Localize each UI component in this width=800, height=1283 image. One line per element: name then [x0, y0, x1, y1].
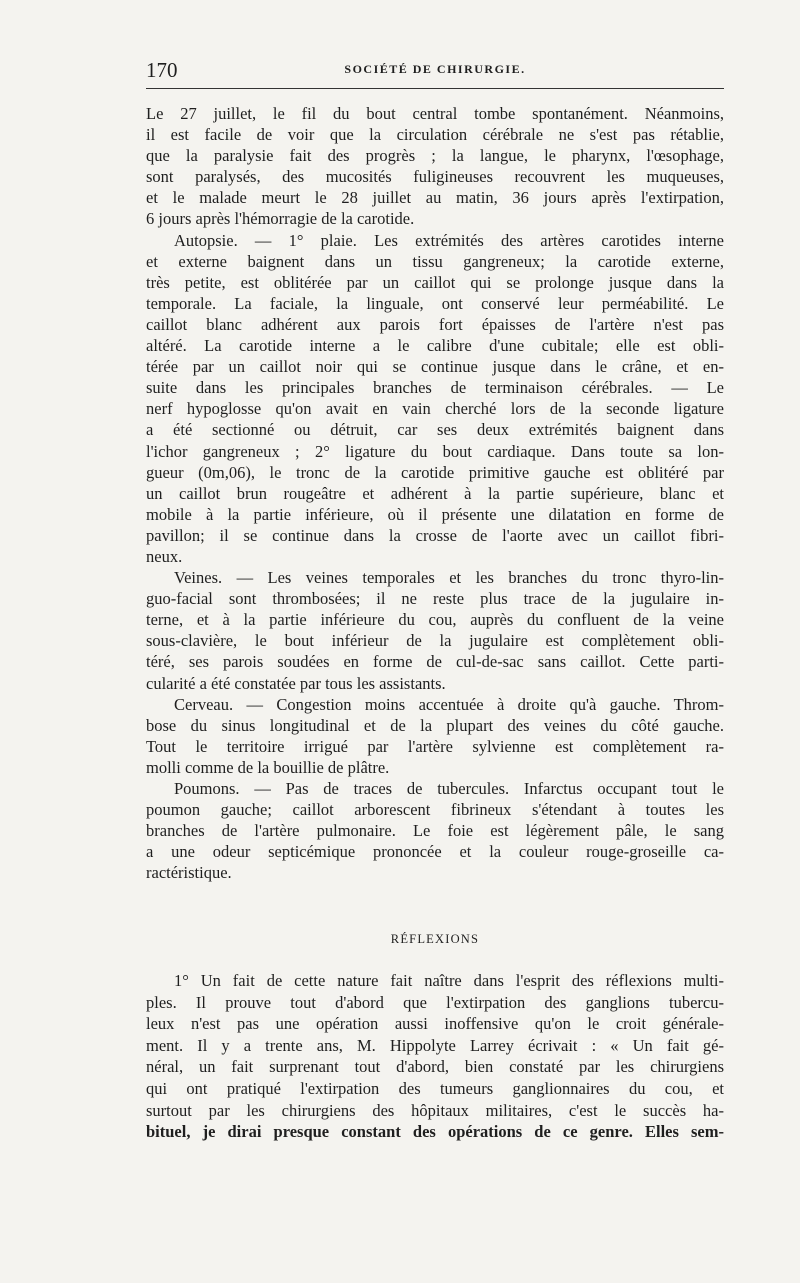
text-line: neux. [146, 546, 183, 566]
text-line: sous-clavière, le bout inférieur de la jugulaire est complètement obli- [146, 631, 724, 651]
text-line: ractéristique. [146, 863, 232, 883]
text-line: cularité a été constatée par tous les assistants. [146, 673, 446, 693]
text-line: l'ichor gangreneux ; 2° ligature du bout cardiaque. Dans toute sa lon- [146, 441, 724, 461]
text-line: qui ont pratiqué l'extirpation des tumeurs ganglionnaires du cou, et [146, 1078, 724, 1098]
paragraph-autopsie: Autopsie. — 1° plaie. Les extrémités des artères carotides interne [174, 230, 724, 250]
text-line: suite dans les principales branches de terminaison cérébrales. — Le [146, 378, 724, 398]
text-line: un caillot brun rougeâtre et adhérent à la partie supérieure, blanc et [146, 483, 724, 503]
text-line: ment. Il y a trente ans, M. Hippolyte Larrey écrivait : « Un fait gé- [146, 1035, 724, 1055]
text-line: il est facile de voir que la circulation cérébrale ne s'est pas rétablie, [146, 125, 724, 145]
text-line: téré, ses parois soudées en forme de cul-de-sac sans caillot. Cette parti- [146, 652, 724, 672]
text-line: poumon gauche; caillot arborescent fibrineux s'étendant à toutes les [146, 800, 724, 820]
page-number: 170 [146, 58, 178, 82]
text-line: gueur (0m,06), le tronc de la carotide primitive gauche est oblitéré par [146, 462, 724, 482]
text-line: et externe baignent dans un tissu gangreneux; la carotide externe, [146, 251, 724, 271]
text-line: a une odeur septicémique prononcée et la couleur rouge-groseille ca- [146, 842, 724, 862]
text-line: néral, un fait surprenant tout d'abord, bien constaté par les chirurgiens [146, 1057, 724, 1077]
text-line: a été sectionné ou détruit, car ses deux extrémités baignent dans [146, 420, 724, 440]
running-head: SOCIÉTÉ DE CHIRURGIE. [344, 62, 526, 76]
case-report-body [146, 103, 724, 883]
page-header [146, 58, 724, 89]
paragraph-cerveau: Cerveau. — Congestion moins accentuée à droite qu'à gauche. Throm- [174, 694, 724, 714]
paragraph-veines: Veines. — Les veines temporales et les branches du tronc thyro-lin- [174, 568, 724, 588]
text-line: bituel, je dirai presque constant des opérations de ce genre. Elles sem- [146, 1122, 724, 1142]
text-line: nerf hypoglosse qu'on avait en vain cherché lors de la seconde ligature [146, 399, 724, 419]
text-line: pavillon; il se continue dans la crosse de l'aorte avec un caillot fibri- [146, 525, 724, 545]
text-line: mobile à la partie inférieure, où il présente une dilatation en forme de [146, 504, 724, 524]
text-line: 6 jours après l'hémorragie de la carotide. [146, 209, 415, 229]
text-line: leux n'est pas une opération aussi inoffensive qu'on le croit générale- [146, 1014, 724, 1034]
text-line: caillot blanc adhérent aux parois fort épaisses de l'artère n'est pas [146, 314, 724, 334]
text-line: ples. Il prouve tout d'abord que l'extirpation des ganglions tubercu- [146, 992, 724, 1012]
text-line: branches de l'artère pulmonaire. Le foie est légèrement pâle, le sang [146, 821, 724, 841]
text-line: que la paralysie fait des progrès ; la langue, le pharynx, l'œsophage, [146, 146, 724, 166]
text-line: et le malade meurt le 28 juillet au matin, 36 jours après l'extirpation, [146, 188, 724, 208]
text-line: surtout par les chirurgiens des hôpitaux militaires, c'est le succès ha- [146, 1100, 724, 1120]
text-line: bose du sinus longitudinal et de la plupart des veines du côté gauche. [146, 715, 724, 735]
text-line: Tout le territoire irrigué par l'artère sylvienne est complètement ra- [146, 736, 724, 756]
text-line: molli comme de la bouillie de plâtre. [146, 757, 390, 777]
text-line: guo-facial sont thrombosées; il ne reste plus trace de la jugulaire in- [146, 589, 724, 609]
text-line: altéré. La carotide interne a le calibre d'une cubitale; elle est obli- [146, 336, 724, 356]
paragraph-poumons: Poumons. — Pas de traces de tubercules. Infarctus occupant tout le [174, 779, 724, 798]
text-line: très petite, est oblitérée par un caillot qui se prolonge jusque dans la [146, 272, 724, 292]
reflexions-body [146, 970, 724, 1143]
text-line: térée par un caillot noir qui se continue jusque dans le crâne, et en- [146, 357, 724, 377]
text-line: terne, et à la partie inférieure du cou, auprès du confluent de la veine [146, 610, 724, 630]
text-line: Le 27 juillet, le fil du bout central tombe spontanément. Néanmoins, [146, 104, 724, 123]
text-line: 1° Un fait de cette nature fait naître dans l'esprit des réflexions multi- [174, 971, 724, 990]
text-line: sont paralysés, des mucosités fuligineuses recouvrent les muqueuses, [146, 167, 724, 187]
section-heading: RÉFLEXIONS [390, 932, 480, 946]
text-line: temporale. La faciale, la linguale, ont conservé leur perméabilité. Le [146, 293, 724, 313]
